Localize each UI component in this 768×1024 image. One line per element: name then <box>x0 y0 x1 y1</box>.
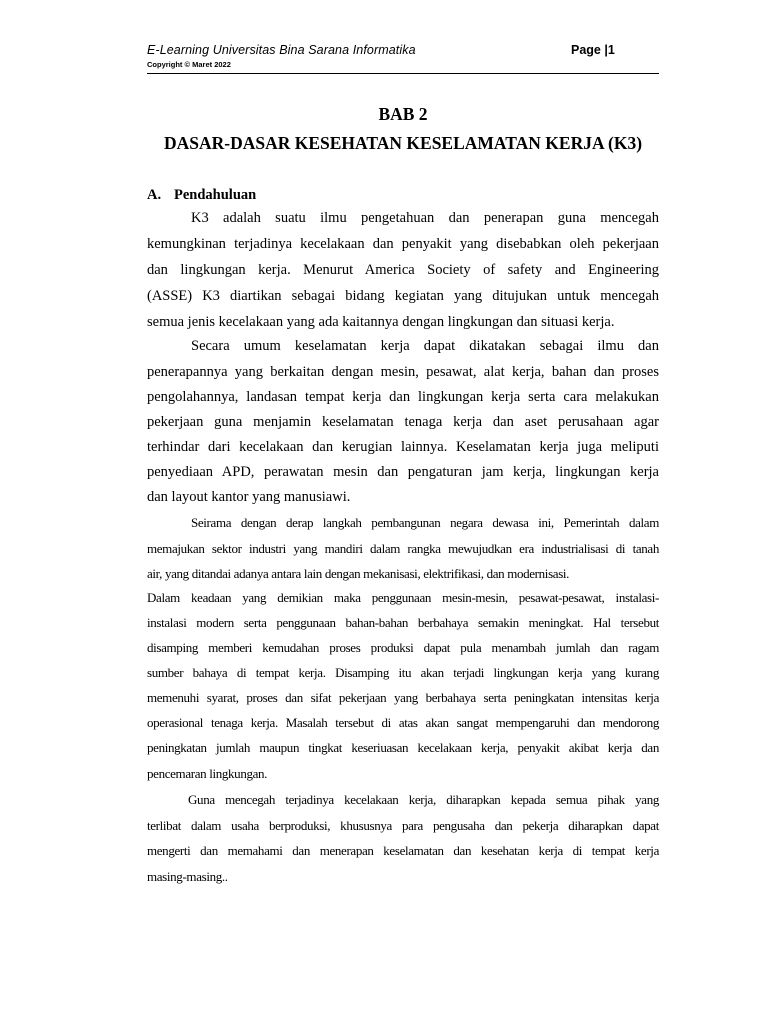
paragraph-line: Dalam keadaan yang demikian maka penggunaan mesin-mesin, pesawat-pesawat, instalasi- <box>147 590 659 605</box>
paragraph-line: memajukan sektor industri yang mandiri dalam rangka mewujudkan era industrialisasi di tanah <box>147 541 659 556</box>
paragraph-line: dan layout kantor yang manusiawi. <box>147 489 351 505</box>
paragraph-line: terhindar dari kecelakaan dan kerugian lainnya. Keselamatan kerja juga meliputi <box>147 439 659 455</box>
paragraph-line: dan lingkungan kerja. Menurut America Society of safety and Engineering <box>147 262 659 278</box>
paragraph-line: terlibat dalam usaha berproduksi, khususnya para pengusaha dan pekerja diharapkan dapat <box>147 818 659 833</box>
chapter-number: BAB 2 <box>378 104 428 124</box>
paragraph-line: air, yang ditandai adanya antara lain dengan mekanisasi, elektrifikasi, dan modernisasi. <box>147 566 570 581</box>
paragraph-line: kemungkinan terjadinya kecelakaan dan penyakit yang disebabkan oleh pekerjaan <box>147 236 659 252</box>
paragraph-line: semua jenis kecelakaan yang ada kaitannya dengan lingkungan dan situasi kerja. <box>147 314 615 330</box>
paragraph-line: (ASSE) K3 diartikan sebagai bidang kegiatan yang ditujukan untuk mencegah <box>147 288 659 304</box>
paragraph-line: pekerjaan guna menjamin keselamatan tenaga kerja dan aset perusahaan agar <box>147 414 659 430</box>
section-title: Pendahuluan <box>174 187 257 203</box>
paragraph-line: instalasi modern serta penggunaan bahan-bahan berbahaya semakin meningkat. Hal tersebut <box>147 615 659 630</box>
paragraph-line: peningkatan jumlah maupun tingkat keseriuasan kecelakaan kerja, penyakit akibat kerja dan <box>147 740 659 755</box>
paragraph-line: pencemaran lingkungan. <box>147 766 268 781</box>
paragraph-line: penyediaan APD, perawatan mesin dan pengaturan jam kerja, lingkungan kerja <box>147 464 659 480</box>
header-title: E-Learning Universitas Bina Sarana Informatika <box>147 43 416 57</box>
copyright-notice: Copyright © Maret 2022 <box>147 60 231 69</box>
page-number: Page |1 <box>571 43 615 57</box>
paragraph-line: sumber bahaya di tempat kerja. Disamping itu akan terjadi lingkungan kerja yang kurang <box>147 665 659 680</box>
paragraph-line: operasional tenaga kerja. Masalah tersebut di atas akan sangat mempengaruhi dan mendorong <box>147 715 659 730</box>
paragraph-line: penerapannya yang berkaitan dengan mesin, pesawat, alat kerja, bahan dan proses <box>147 364 659 380</box>
paragraph-line: Secara umum keselamatan kerja dapat dikatakan sebagai ilmu dan <box>191 338 659 354</box>
page-header <box>147 43 659 74</box>
paragraph-line: memenuhi syarat, proses dan sifat pekerjaan yang berbahaya serta peningkatan intensitas kerja <box>147 690 659 705</box>
chapter-title: DASAR-DASAR KESEHATAN KESELAMATAN KERJA (K3) <box>163 133 643 153</box>
paragraph-line: Guna mencegah terjadinya kecelakaan kerja, diharapkan kepada semua pihak yang <box>188 792 659 807</box>
section-letter: A. <box>147 187 162 203</box>
paragraph-line: mengerti dan memahami dan menerapan keselamatan dan kesehatan kerja di tempat kerja <box>147 843 659 858</box>
paragraph-line: K3 adalah suatu ilmu pengetahuan dan penerapan guna mencegah <box>191 210 659 226</box>
paragraph-line: disamping memberi kemudahan proses produksi dapat pula menambah jumlah dan ragam <box>147 640 659 655</box>
paragraph-line: Seirama dengan derap langkah pembangunan negara dewasa ini, Pemerintah dalam <box>191 515 659 530</box>
section-heading <box>147 187 256 204</box>
paragraph-line: masing-masing.. <box>147 869 228 884</box>
paragraph-line: pengolahannya, landasan tempat kerja dan lingkungan kerja serta cara melakukan <box>147 389 659 405</box>
